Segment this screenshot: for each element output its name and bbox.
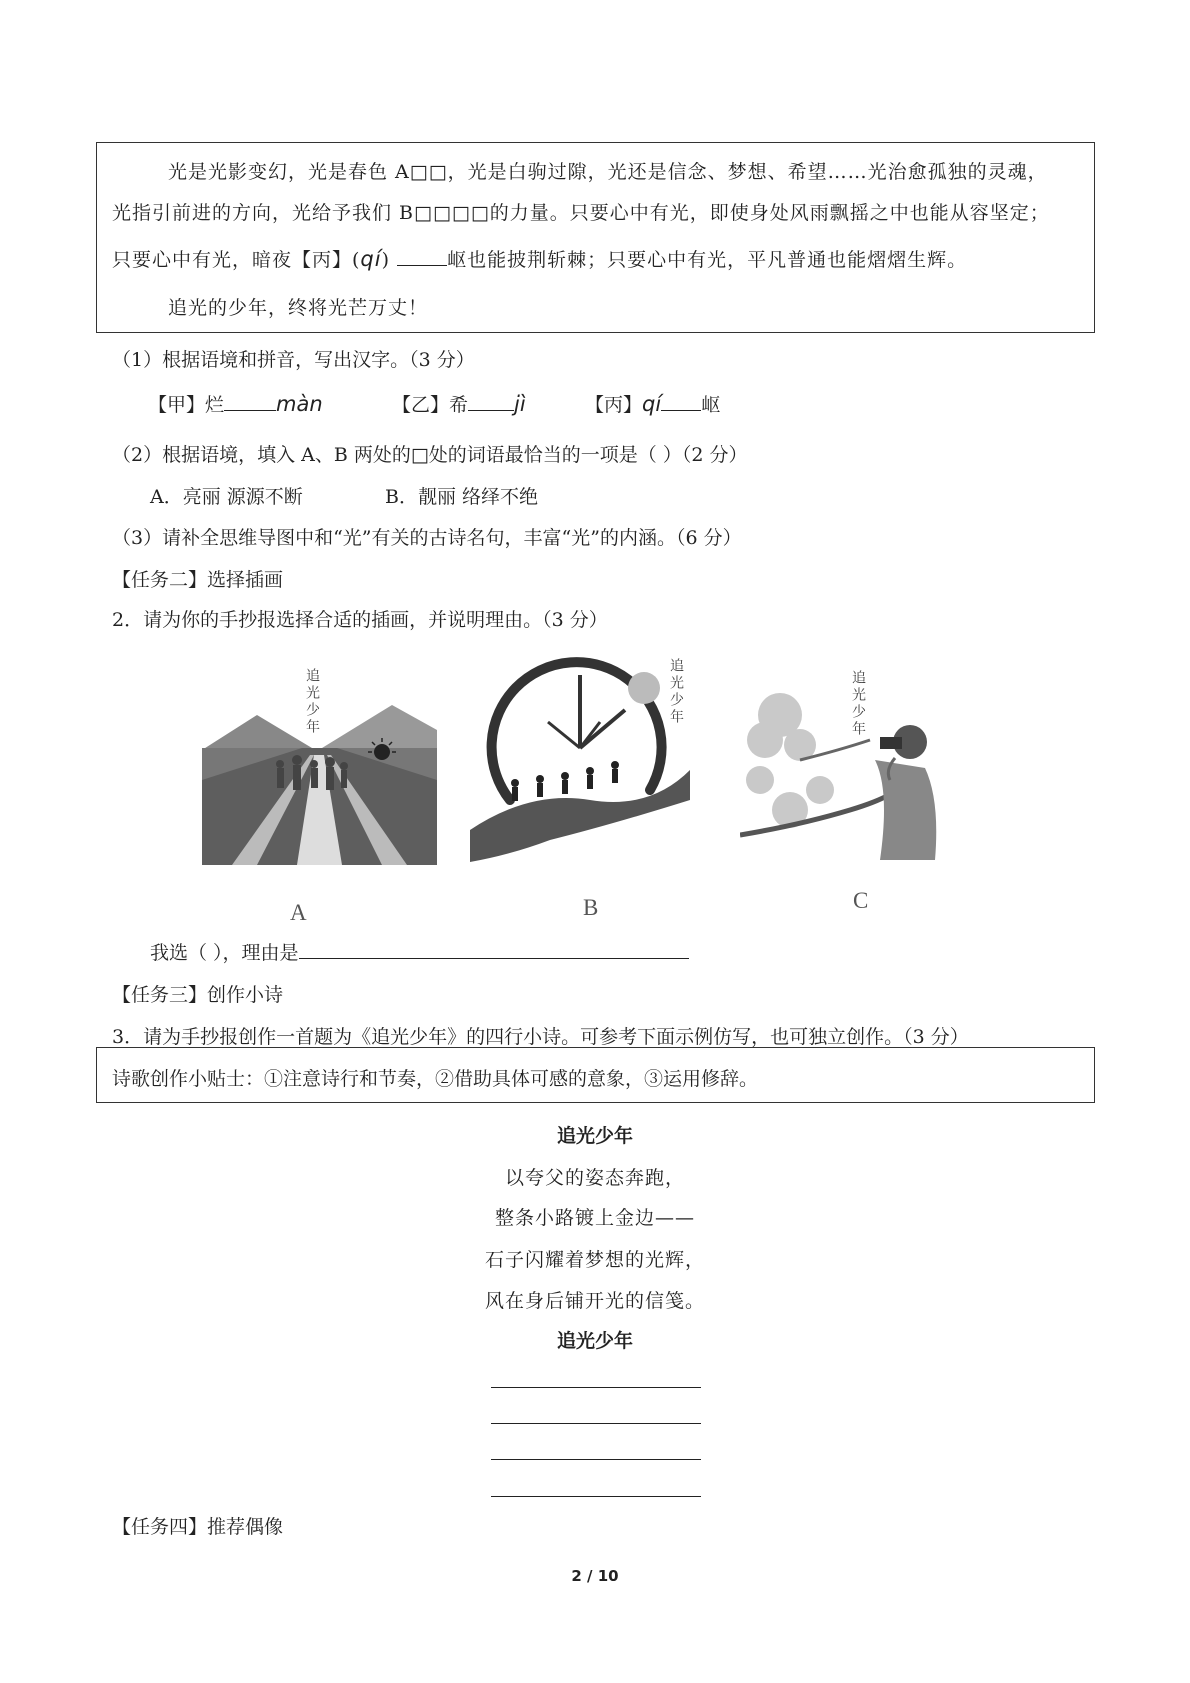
task-3-question: 3．请为手抄报创作一首题为《追光少年》的四行小诗。可参考下面示例仿写，也可独立创作。（3 分） <box>112 1026 969 1048</box>
passage-line-2: 光指引前进的方向，光给予我们 B□□□□的力量。只要心中有光，即使身处风雨飘摇之中也能从容坚定； <box>112 202 1050 224</box>
passage-pinyin-qi: qí <box>360 247 382 271</box>
question-3-text: （3）请补全思维导图中和“光”有关的古诗名句，丰富“光”的内涵。（6 分） <box>112 527 742 549</box>
q1-item-bing-pinyin: qí <box>642 392 662 416</box>
answer-line-1[interactable] <box>491 1387 701 1388</box>
q1-item-bing-label: 【丙】 <box>585 394 643 416</box>
passage-line-1: 光是光影变幻，光是春色 A□□，光是白驹过隙，光还是信念、梦想、希望……光治愈孤独的灵魂， <box>168 161 1048 183</box>
task-3-heading: 【任务三】创作小诗 <box>112 984 284 1006</box>
option-a[interactable]: A．亮丽 源源不断 <box>150 486 303 508</box>
task-2-reason-blank[interactable] <box>299 958 689 959</box>
q1-item-jia-blank[interactable] <box>224 410 276 411</box>
page-number: 2 / 10 <box>571 1567 619 1585</box>
answer-line-2[interactable] <box>491 1423 701 1424</box>
q1-item-yi-pinyin: jì <box>514 392 526 416</box>
answer-line-3[interactable] <box>491 1459 701 1460</box>
answer-poem-title: 追光少年 <box>556 1330 633 1352</box>
caption-a: A <box>290 900 307 925</box>
poem-line-1: 以夸父的姿态奔跑， <box>504 1167 685 1189</box>
poem-line-2: 整条小路镀上金边—— <box>494 1207 695 1229</box>
q1-item-bing-after: 岖 <box>701 394 721 416</box>
illustration-b[interactable] <box>470 640 690 865</box>
q1-item-yi-label: 【乙】希 <box>392 394 469 416</box>
illustration-b-title: 追光少年 <box>668 658 684 726</box>
passage-line-4: 追光的少年，终将光芒万丈！ <box>168 297 429 319</box>
q1-item-jia <box>148 390 323 417</box>
q1-item-bing <box>585 390 720 417</box>
task-2-heading: 【任务二】选择插画 <box>112 569 284 591</box>
task-2-answer-prefix: 我选（ ），理由是 <box>150 942 299 964</box>
passage-line-3-end: 岖也能披荆斩棘；只要心中有光，平凡普通也能熠熠生辉。 <box>447 249 968 271</box>
task-2-question: 2．请为你的手抄报选择合适的插画，并说明理由。（3 分） <box>112 609 608 631</box>
task-2-answer-line <box>150 938 689 965</box>
poem-line-4: 风在身后铺开光的信笺。 <box>484 1290 705 1312</box>
q1-item-yi <box>392 390 526 417</box>
task-4-heading: 【任务四】推荐偶像 <box>112 1516 284 1538</box>
caption-b: B <box>583 895 599 920</box>
illustration-c-title: 追光少年 <box>850 670 866 738</box>
option-b[interactable]: B．靓丽 络绎不绝 <box>385 486 539 508</box>
illustration-c[interactable] <box>740 660 970 870</box>
passage-line-3-close: ) <box>381 249 391 271</box>
passage-blank[interactable] <box>397 265 447 266</box>
caption-c: C <box>853 888 869 913</box>
q1-item-jia-pinyin: màn <box>276 392 323 416</box>
answer-line-4[interactable] <box>491 1496 701 1497</box>
question-2-text: （2）根据语境，填入 A、B 两处的□处的词语最恰当的一项是（ ）（2 分） <box>112 444 748 466</box>
illustration-a-title: 追光少年 <box>304 668 320 736</box>
clock-runners-image <box>470 640 690 865</box>
illustration-a[interactable] <box>202 660 437 865</box>
poem-line-3: 石子闪耀着梦想的光辉， <box>484 1249 705 1271</box>
poem-title: 追光少年 <box>556 1125 633 1147</box>
q1-item-yi-blank[interactable] <box>468 410 514 411</box>
question-1-text: （1）根据语境和拼音，写出汉字。（3 分） <box>112 349 475 371</box>
tips-text: 诗歌创作小贴士：①注意诗行和节奏，②借助具体可感的意象，③运用修辞。 <box>112 1068 759 1090</box>
q1-item-bing-blank[interactable] <box>661 410 701 411</box>
passage-line-3-start: 只要心中有光，暗夜【丙】( <box>112 249 361 271</box>
q1-item-jia-label: 【甲】烂 <box>148 394 225 416</box>
passage-line-3 <box>112 245 967 272</box>
